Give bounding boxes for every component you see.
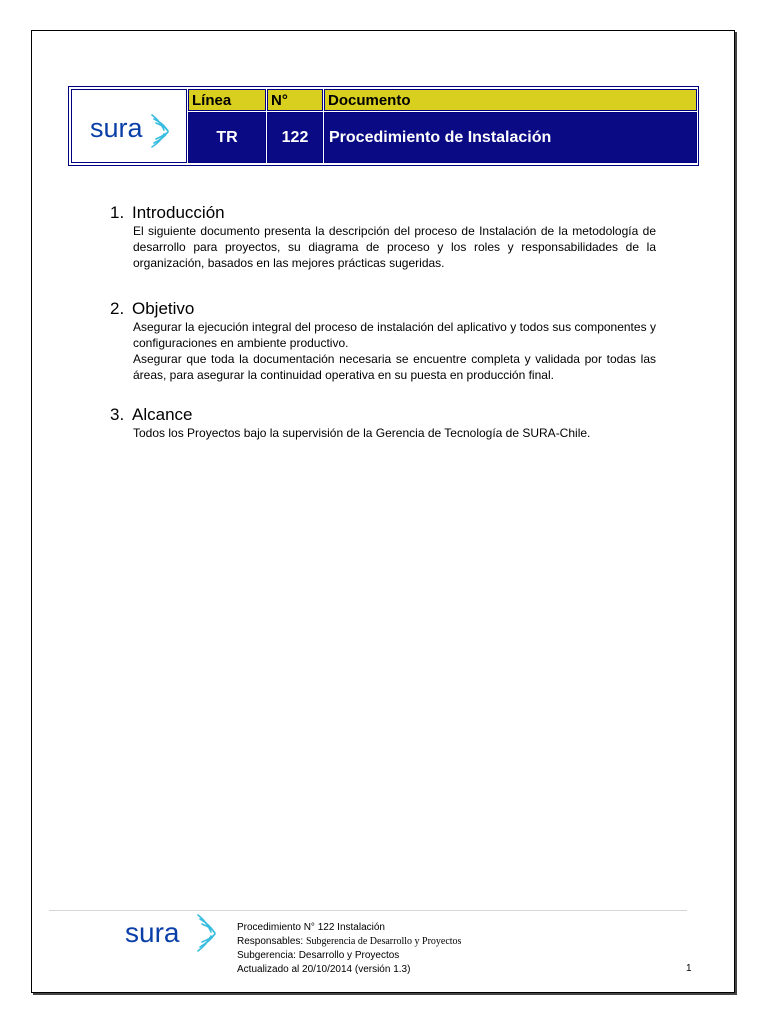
sura-logo xyxy=(72,90,188,164)
footer-logo-text: sura xyxy=(125,917,180,948)
label-documento: Documento xyxy=(324,89,697,111)
section-paragraph: El siguiente documento presenta la descripción del proceso de Instalación de la metodología de desarrollo para proyectos, su diagrama de proceso y los roles y responsabilidades de la organización, basados en las mejores prácticas sugeridas. xyxy=(133,224,656,270)
footer-line-procedimiento: Procedimiento N° 122 Instalación xyxy=(237,922,385,933)
section-objetivo xyxy=(110,299,656,383)
section-heading: 3. Alcance xyxy=(110,405,193,424)
document-header-table xyxy=(68,86,699,166)
footer-sura-logo xyxy=(122,908,222,956)
section-heading: 1. Introducción xyxy=(110,203,225,222)
footer-text xyxy=(237,921,461,977)
value-documento: Procedimiento de Instalación xyxy=(324,112,697,163)
sura-logo-text: sura xyxy=(90,113,143,143)
header-logo-cell xyxy=(71,89,187,163)
footer-line-responsables: Responsables: Subgerencia de Desarrollo y Proyectos xyxy=(237,936,462,947)
section-introduccion xyxy=(110,203,656,271)
sura-wing-icon xyxy=(152,115,168,147)
footer-line-actualizado: Actualizado al 20/10/2014 (versión 1.3) xyxy=(237,964,411,975)
footer-wing-icon xyxy=(198,915,215,951)
section-paragraph: Asegurar la ejecución integral del proceso de instalación del aplicativo y todos sus componentes y configuraciones en ambiente productivo. xyxy=(133,320,656,350)
label-numero: N° xyxy=(267,89,323,111)
section-paragraph: Todos los Proyectos bajo la supervisión de la Gerencia de Tecnología de SURA-Chile. xyxy=(133,426,591,440)
page-number: 1 xyxy=(686,963,692,974)
section-paragraph: Asegurar que toda la documentación necesaria se encuentre completa y validada por todas las áreas, para asegurar la continuidad operativa en su puesta en producción final. xyxy=(133,352,656,382)
value-linea: TR xyxy=(188,112,266,163)
document-page xyxy=(31,30,735,993)
value-numero: 122 xyxy=(267,112,323,163)
label-linea: Línea xyxy=(188,89,266,111)
section-heading: 2. Objetivo xyxy=(110,299,195,318)
footer-line-subgerencia: Subgerencia: Desarrollo y Proyectos xyxy=(237,950,400,961)
section-alcance xyxy=(110,405,656,441)
